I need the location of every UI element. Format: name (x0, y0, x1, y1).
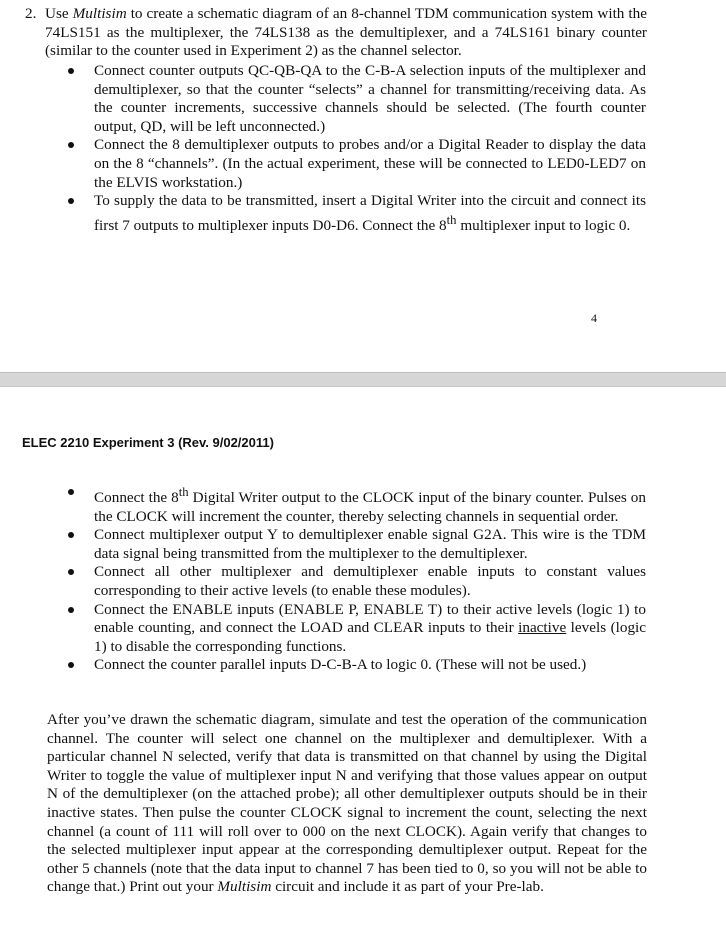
list-item-text: multiplexer input to logic 0. (456, 216, 631, 234)
list-item-text: Connect the 8 demultiplexer outputs to probes and/or a Digital Reader to display the data on the 8 “channels”. (In the actual experiment, these will be connected to LED0-LED7 on the ELVIS workstation.) (94, 136, 646, 191)
page-number: 4 (591, 311, 597, 325)
list-item-text: Digital Writer output to the CLOCK input of the binary counter. Pulses on the CLOCK will increment the counter, thereby selecting channels in sequential order. (94, 489, 646, 525)
list-item-text: To supply the data to be transmitted, insert a Digital Writer into the circuit and connect its first 7 outputs to multiplexer inputs D0-D6. Connect the 8 (94, 192, 646, 234)
instruction-list-1 (94, 62, 646, 235)
page-header: ELEC 2210 Experiment 3 (Rev. 9/02/2011) (22, 435, 274, 450)
bullet-icon (68, 569, 74, 575)
document-page-2 (0, 387, 726, 927)
bullet-icon (68, 489, 74, 495)
bullet-icon (68, 532, 74, 538)
bullet-icon (68, 142, 74, 148)
list-item (94, 656, 646, 675)
list-item (94, 563, 646, 600)
list-item-text: Connect counter outputs QC-QB-QA to the C-B-A selection inputs of the multiplexer and demultiplexer, so that the counter “selects” a channel for transmitting/receiving data. As the counter increments, successive channels should be selected. (The fourth counter output, QD, will be left unconnected.) (94, 62, 646, 135)
list-item (94, 136, 646, 192)
list-item (94, 483, 646, 526)
paragraph-text-a: After you’ve drawn the schematic diagram, simulate and test the operation of the communication channel. The counter will select one channel on the multiplexer and demultiplexer. With a particular channel N selected, verify that data is transmitted on that channel by using the Digital Writer to toggle the value of multiplexer input N and verifying that those values appear on output N of the demultiplexer (on the attached probe); all other demultiplexer outputs should be in their inactive states. Then pulse the counter CLOCK signal to increment the count, selecting the next channel (a count of 111 will roll over to 000 on the next CLOCK). Again verify that changes to the selected multiplexer input appear at the corresponding demultiplexer output. Repeat for the other 5 channels (note that the data input to channel 7 has been tied to 0, so you will not be able to change that.) Print out your (47, 711, 647, 896)
list-item (94, 62, 646, 136)
paragraph-text-c: circuit and include it as part of your Pre-lab. (271, 878, 544, 896)
bullet-icon (68, 68, 74, 74)
superscript: th (446, 212, 457, 227)
procedure-paragraph (47, 711, 647, 897)
question-text (45, 5, 647, 61)
list-item-text: levels (logic 1) to disable the corresponding functions. (94, 619, 646, 655)
bullet-icon (68, 198, 74, 204)
question-text-a: Use (45, 5, 73, 22)
list-item (94, 526, 646, 563)
page-separator (0, 372, 726, 387)
bullet-icon (68, 662, 74, 668)
list-item (94, 192, 646, 235)
list-item (94, 601, 646, 657)
list-item-text: Connect the 8 (94, 489, 179, 507)
list-item-text: Connect the counter parallel inputs D-C-B-A to logic 0. (These will not be used.) (94, 656, 587, 674)
underlined-word: inactive (518, 619, 567, 637)
question-number: 2. (25, 5, 37, 22)
list-item-text: Connect the ENABLE inputs (ENABLE P, ENABLE T) to their active levels (logic 1) to enable counting, and connect the LOAD and CLEAR inputs to their (94, 600, 646, 637)
paragraph-text-italic: Multisim (217, 878, 272, 896)
list-item-text: Connect all other multiplexer and demultiplexer enable inputs to constant values corresponding to their active levels (to enable these modules). (94, 563, 646, 600)
question-2 (25, 5, 647, 61)
list-item-text: Connect multiplexer output Y to demultiplexer enable signal G2A. This wire is the TDM data signal being transmitted from the multiplexer to the demultiplexer. (94, 526, 646, 562)
question-text-italic: Multisim (72, 5, 127, 22)
bullet-icon (68, 607, 74, 613)
question-text-c: to create a schematic diagram of an 8-channel TDM communication system with the 74LS151 as the multiplexer, the 74LS138 as the demultiplexer, and a 74LS161 binary counter (similar to the counter used in Experiment 2) as the channel selector. (45, 5, 647, 60)
superscript: th (178, 485, 189, 499)
document-page-1 (0, 0, 726, 372)
instruction-list-2 (94, 483, 646, 675)
